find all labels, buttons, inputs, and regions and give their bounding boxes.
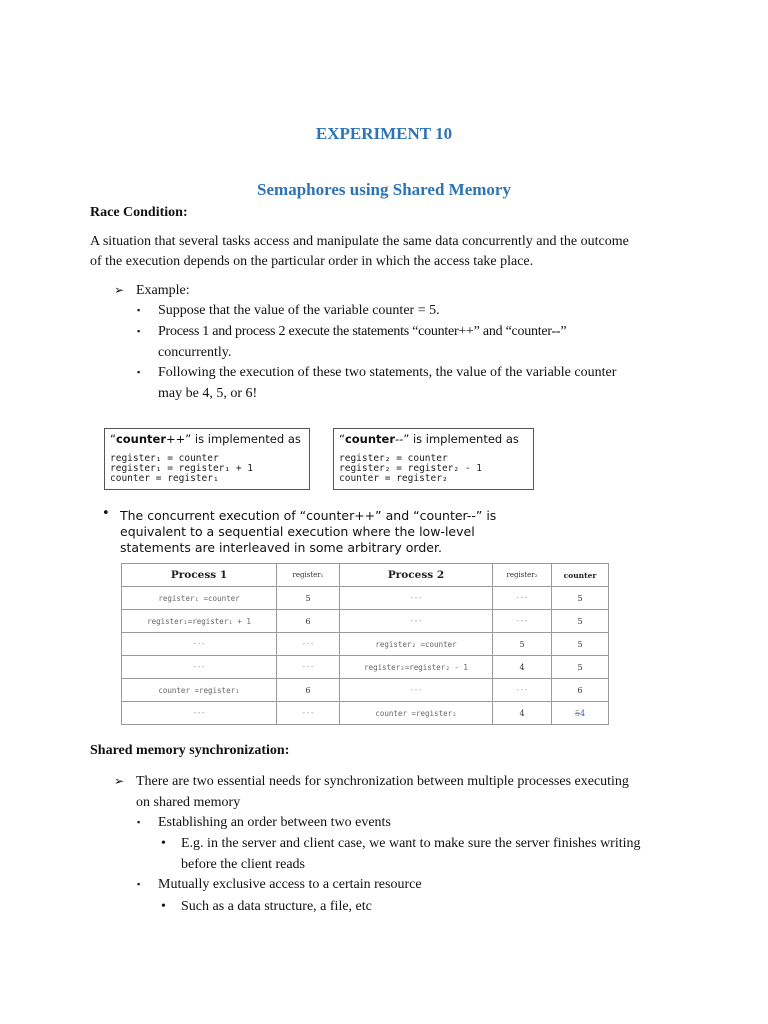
page-title: EXPERIMENT 10 — [315, 124, 453, 143]
table-cell: --- — [493, 610, 552, 633]
codebox-header-rest: ++” is implemented as — [166, 432, 301, 446]
struck-counter-value: 5 — [574, 708, 580, 718]
table-row — [122, 702, 609, 725]
table-cell: --- — [277, 656, 340, 679]
codebox-header-rest: --” is implemented as — [395, 432, 519, 446]
need-2-sub: Such as a data structure, a file, etc — [181, 899, 372, 914]
header-register-2: register₂ — [493, 564, 552, 587]
table-cell: 5 — [277, 587, 340, 610]
dot-bullet-icon: • — [102, 506, 110, 521]
dot-bullet-icon: • — [161, 899, 166, 914]
codebox-lines — [105, 454, 309, 484]
shared-intro-line1: There are two essential needs for synchronization between multiple processes executing — [136, 774, 629, 789]
table-cell: register₂ =counter — [340, 633, 493, 656]
concurrent-line: equivalent to a sequential execution where the low-level — [120, 524, 475, 539]
codebox-keyword: counter — [115, 432, 167, 446]
table-cell: counter =register₂ — [340, 702, 493, 725]
concurrent-line: The concurrent execution of “counter++” and “counter--” is — [120, 508, 497, 523]
code-line: register₂ = register₂ - 1 — [339, 463, 482, 474]
table-row — [122, 679, 609, 702]
header-counter: counter — [552, 564, 609, 587]
code-line: register₁ = counter — [110, 453, 219, 464]
example-bullet-1: Suppose that the value of the variable counter = 5. — [158, 303, 440, 318]
table-row — [122, 610, 609, 633]
table-cell: register₁ =counter — [122, 587, 277, 610]
para-line: A situation that several tasks access and manipulate the same data concurrently and the outcome — [90, 234, 629, 249]
para-line: of the execution depends on the particular order in which the access take place. — [90, 253, 534, 269]
table-cell: register₁=register₁ + 1 — [122, 610, 277, 633]
table-cell: 4 — [493, 702, 552, 725]
table-cell: 6 — [277, 610, 340, 633]
shared-memory-heading: Shared memory synchronization: — [90, 743, 290, 758]
square-bullet-icon: ▪ — [137, 367, 141, 377]
table-cell: 4 — [493, 656, 552, 679]
table-cell: --- — [122, 702, 277, 725]
table-cell: register₂=register₂ - 1 — [340, 656, 493, 679]
example-label: Example: — [136, 283, 190, 298]
arrow-bullet-icon: ➢ — [114, 283, 125, 297]
table-row — [122, 587, 609, 610]
example-bullet-2-line2: concurrently. — [158, 345, 232, 360]
table-cell: 5 — [493, 633, 552, 656]
code-line: counter = register₁ — [110, 473, 219, 484]
table-cell: --- — [493, 587, 552, 610]
need-1: Establishing an order between two events — [158, 815, 391, 830]
example-bullet-3-line2: may be 4, 5, or 6! — [158, 386, 258, 401]
concurrent-execution-text — [120, 508, 496, 556]
table-cell: counter =register₁ — [122, 679, 277, 702]
race-condition-paragraph — [90, 232, 690, 271]
square-bullet-icon: ▪ — [137, 879, 141, 889]
code-line: register₂ = counter — [339, 453, 448, 464]
dot-bullet-icon: • — [161, 836, 166, 851]
header-process-1: Process 1 — [122, 564, 277, 587]
square-bullet-icon: ▪ — [137, 305, 141, 315]
race-condition-heading: Race Condition: — [90, 205, 188, 220]
codebox-lines — [334, 454, 533, 484]
table-row — [122, 656, 609, 679]
table-cell: --- — [277, 633, 340, 656]
square-bullet-icon: ▪ — [137, 817, 141, 827]
table-cell: 5 — [552, 610, 609, 633]
table-cell: 5 — [552, 587, 609, 610]
table-cell: --- — [122, 633, 277, 656]
table-cell: --- — [122, 656, 277, 679]
table-row — [122, 633, 609, 656]
corrected-counter-value: 4 — [580, 708, 586, 718]
table-cell: --- — [340, 610, 493, 633]
interleave-table — [121, 563, 609, 725]
need-1-sub-line1: E.g. in the server and client case, we want to make sure the server finishes writing — [181, 836, 641, 851]
table-cell: --- — [277, 702, 340, 725]
quote-open: “ — [339, 432, 345, 446]
square-bullet-icon: ▪ — [137, 326, 141, 336]
arrow-bullet-icon: ➢ — [114, 774, 125, 788]
header-register-1: register₁ — [277, 564, 340, 587]
concurrent-line: statements are interleaved in some arbitrary order. — [120, 540, 442, 555]
codebox-header — [105, 429, 309, 446]
table-cell: 5 — [552, 656, 609, 679]
table-cell: --- — [340, 679, 493, 702]
table-header-row — [122, 564, 609, 587]
table-cell: --- — [493, 679, 552, 702]
quote-open: “ — [110, 432, 116, 446]
table-cell: 6 — [277, 679, 340, 702]
page-subtitle: Semaphores using Shared Memory — [257, 180, 511, 199]
shared-intro-line2: on shared memory — [136, 795, 241, 810]
need-1-sub-line2: before the client reads — [181, 857, 305, 872]
counter-increment-box — [104, 428, 310, 490]
codebox-keyword: counter — [344, 432, 396, 446]
code-line: counter = register₂ — [339, 473, 448, 484]
codebox-header — [334, 429, 533, 446]
table-cell: --- — [340, 587, 493, 610]
counter-decrement-box — [333, 428, 534, 490]
example-bullet-2-line1: Process 1 and process 2 execute the statements “counter++” and “counter--” — [158, 324, 567, 339]
code-line: register₁ = register₁ + 1 — [110, 463, 253, 474]
table-cell: 6 — [552, 679, 609, 702]
table-cell-last-counter — [552, 702, 609, 725]
table-cell: 5 — [552, 633, 609, 656]
header-process-2: Process 2 — [340, 564, 493, 587]
need-2: Mutually exclusive access to a certain resource — [158, 877, 422, 892]
example-bullet-3-line1: Following the execution of these two statements, the value of the variable counter — [158, 365, 617, 380]
